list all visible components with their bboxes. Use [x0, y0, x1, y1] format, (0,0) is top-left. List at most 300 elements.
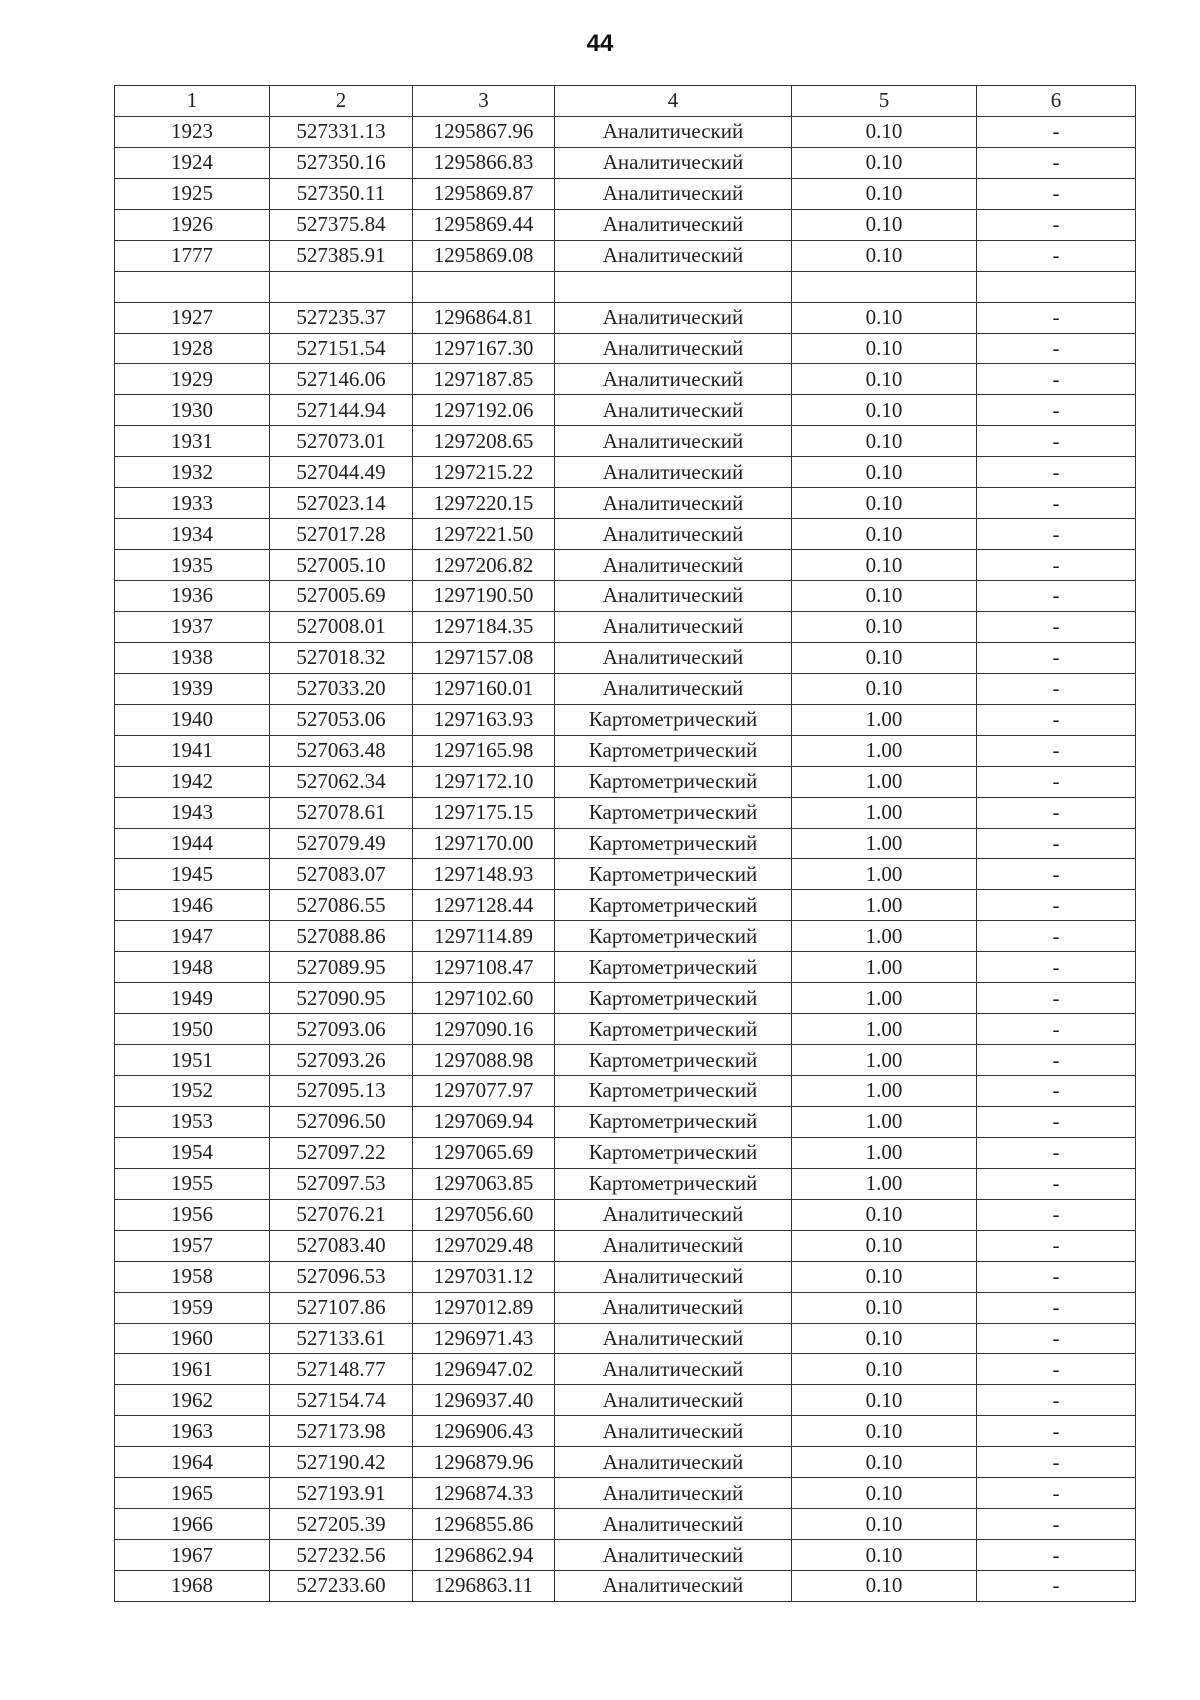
method-cell: Аналитический	[555, 1416, 792, 1447]
y-coordinate-cell: 1296906.43	[413, 1416, 555, 1447]
method-cell: Аналитический	[555, 1571, 792, 1602]
x-coordinate-cell: 527008.01	[270, 611, 413, 642]
method-cell: Аналитический	[555, 302, 792, 333]
note-cell: -	[977, 1509, 1136, 1540]
method-cell: Аналитический	[555, 395, 792, 426]
y-coordinate-cell: 1295869.08	[413, 240, 555, 271]
table-row	[115, 457, 1136, 488]
accuracy-cell	[792, 271, 977, 302]
x-coordinate-cell: 527233.60	[270, 1571, 413, 1602]
note-cell: -	[977, 1199, 1136, 1230]
note-cell: -	[977, 952, 1136, 983]
table-row	[115, 395, 1136, 426]
x-coordinate-cell: 527005.10	[270, 550, 413, 581]
table-row	[115, 859, 1136, 890]
accuracy-cell: 0.10	[792, 457, 977, 488]
x-coordinate-cell: 527083.07	[270, 859, 413, 890]
point-number-cell: 1953	[115, 1106, 270, 1137]
table-row	[115, 116, 1136, 147]
x-coordinate-cell: 527076.21	[270, 1199, 413, 1230]
note-cell: -	[977, 890, 1136, 921]
y-coordinate-cell: 1297012.89	[413, 1292, 555, 1323]
table-row	[115, 1168, 1136, 1199]
table-row	[115, 550, 1136, 581]
y-coordinate-cell: 1297165.98	[413, 735, 555, 766]
accuracy-cell: 0.10	[792, 1540, 977, 1571]
point-number-cell: 1948	[115, 952, 270, 983]
method-cell: Аналитический	[555, 1199, 792, 1230]
point-number-cell: 1961	[115, 1354, 270, 1385]
table-row	[115, 178, 1136, 209]
note-cell: -	[977, 519, 1136, 550]
point-number-cell: 1933	[115, 488, 270, 519]
point-number-cell: 1950	[115, 1014, 270, 1045]
note-cell: -	[977, 581, 1136, 612]
table-row	[115, 952, 1136, 983]
x-coordinate-cell: 527151.54	[270, 333, 413, 364]
accuracy-cell: 0.10	[792, 1509, 977, 1540]
table-row	[115, 704, 1136, 735]
note-cell: -	[977, 395, 1136, 426]
method-cell: Картометрический	[555, 1137, 792, 1168]
y-coordinate-cell: 1297108.47	[413, 952, 555, 983]
y-coordinate-cell: 1296879.96	[413, 1447, 555, 1478]
accuracy-cell: 0.10	[792, 1447, 977, 1478]
point-number-cell: 1928	[115, 333, 270, 364]
y-coordinate-cell: 1297088.98	[413, 1045, 555, 1076]
y-coordinate-cell: 1297221.50	[413, 519, 555, 550]
method-cell: Аналитический	[555, 1509, 792, 1540]
note-cell: -	[977, 1478, 1136, 1509]
note-cell: -	[977, 1014, 1136, 1045]
x-coordinate-cell: 527044.49	[270, 457, 413, 488]
x-coordinate-cell: 527079.49	[270, 828, 413, 859]
table-row	[115, 364, 1136, 395]
table-row	[115, 1045, 1136, 1076]
note-cell: -	[977, 859, 1136, 890]
accuracy-cell: 1.00	[792, 1106, 977, 1137]
y-coordinate-cell: 1297114.89	[413, 921, 555, 952]
note-cell: -	[977, 1106, 1136, 1137]
x-coordinate-cell: 527023.14	[270, 488, 413, 519]
table-row	[115, 209, 1136, 240]
accuracy-cell: 0.10	[792, 1261, 977, 1292]
y-coordinate-cell: 1297172.10	[413, 766, 555, 797]
method-cell: Аналитический	[555, 550, 792, 581]
point-number-cell: 1926	[115, 209, 270, 240]
point-number-cell: 1936	[115, 581, 270, 612]
table-row	[115, 1137, 1136, 1168]
y-coordinate-cell: 1295867.96	[413, 116, 555, 147]
accuracy-cell: 0.10	[792, 1199, 977, 1230]
point-number-cell: 1945	[115, 859, 270, 890]
x-coordinate-cell: 527033.20	[270, 673, 413, 704]
accuracy-cell: 1.00	[792, 890, 977, 921]
accuracy-cell: 0.10	[792, 550, 977, 581]
point-number-cell: 1952	[115, 1076, 270, 1107]
point-number-cell: 1935	[115, 550, 270, 581]
x-coordinate-cell: 527063.48	[270, 735, 413, 766]
y-coordinate-cell: 1297170.00	[413, 828, 555, 859]
table-row	[115, 240, 1136, 271]
point-number-cell: 1960	[115, 1323, 270, 1354]
accuracy-cell: 0.10	[792, 1416, 977, 1447]
point-number-cell: 1964	[115, 1447, 270, 1478]
coordinates-table	[114, 85, 1136, 1602]
note-cell: -	[977, 611, 1136, 642]
table-row	[115, 983, 1136, 1014]
x-coordinate-cell: 527331.13	[270, 116, 413, 147]
table-row	[115, 1416, 1136, 1447]
y-coordinate-cell: 1297090.16	[413, 1014, 555, 1045]
method-cell: Картометрический	[555, 704, 792, 735]
table-row	[115, 333, 1136, 364]
point-number-cell: 1956	[115, 1199, 270, 1230]
x-coordinate-cell: 527385.91	[270, 240, 413, 271]
accuracy-cell: 0.10	[792, 178, 977, 209]
y-coordinate-cell: 1297065.69	[413, 1137, 555, 1168]
y-coordinate-cell: 1297167.30	[413, 333, 555, 364]
x-coordinate-cell: 527235.37	[270, 302, 413, 333]
table-row	[115, 828, 1136, 859]
point-number-cell: 1937	[115, 611, 270, 642]
x-coordinate-cell: 527350.16	[270, 147, 413, 178]
point-number-cell: 1955	[115, 1168, 270, 1199]
table-row	[115, 766, 1136, 797]
y-coordinate-cell: 1297187.85	[413, 364, 555, 395]
table-row	[115, 642, 1136, 673]
accuracy-cell: 1.00	[792, 1137, 977, 1168]
x-coordinate-cell: 527133.61	[270, 1323, 413, 1354]
method-cell: Аналитический	[555, 116, 792, 147]
x-coordinate-cell: 527062.34	[270, 766, 413, 797]
table-row	[115, 1385, 1136, 1416]
point-number-cell: 1944	[115, 828, 270, 859]
point-number-cell: 1932	[115, 457, 270, 488]
note-cell: -	[977, 178, 1136, 209]
y-coordinate-cell: 1295869.44	[413, 209, 555, 240]
y-coordinate-cell: 1296855.86	[413, 1509, 555, 1540]
x-coordinate-cell: 527154.74	[270, 1385, 413, 1416]
point-number-cell: 1946	[115, 890, 270, 921]
method-cell: Картометрический	[555, 983, 792, 1014]
method-cell: Аналитический	[555, 1261, 792, 1292]
method-cell: Аналитический	[555, 1354, 792, 1385]
x-coordinate-cell: 527017.28	[270, 519, 413, 550]
accuracy-cell: 0.10	[792, 1323, 977, 1354]
note-cell: -	[977, 828, 1136, 859]
table-row	[115, 1230, 1136, 1261]
column-header: 5	[792, 86, 977, 117]
table-row	[115, 611, 1136, 642]
method-cell: Аналитический	[555, 581, 792, 612]
accuracy-cell: 0.10	[792, 147, 977, 178]
accuracy-cell: 0.10	[792, 333, 977, 364]
accuracy-cell: 0.10	[792, 426, 977, 457]
note-cell: -	[977, 550, 1136, 581]
point-number-cell: 1938	[115, 642, 270, 673]
y-coordinate-cell: 1296863.11	[413, 1571, 555, 1602]
method-cell: Аналитический	[555, 642, 792, 673]
y-coordinate-cell: 1297029.48	[413, 1230, 555, 1261]
point-number-cell: 1930	[115, 395, 270, 426]
x-coordinate-cell: 527005.69	[270, 581, 413, 612]
accuracy-cell: 1.00	[792, 859, 977, 890]
y-coordinate-cell: 1296971.43	[413, 1323, 555, 1354]
accuracy-cell: 0.10	[792, 116, 977, 147]
x-coordinate-cell: 527173.98	[270, 1416, 413, 1447]
method-cell: Аналитический	[555, 147, 792, 178]
accuracy-cell: 0.10	[792, 209, 977, 240]
accuracy-cell: 0.10	[792, 364, 977, 395]
method-cell: Аналитический	[555, 1385, 792, 1416]
point-number-cell: 1777	[115, 240, 270, 271]
point-number-cell: 1962	[115, 1385, 270, 1416]
table-row	[115, 1478, 1136, 1509]
page-number: 44	[586, 30, 614, 57]
table-row	[115, 519, 1136, 550]
y-coordinate-cell: 1295866.83	[413, 147, 555, 178]
table-row	[115, 1571, 1136, 1602]
note-cell: -	[977, 797, 1136, 828]
point-number-cell: 1949	[115, 983, 270, 1014]
x-coordinate-cell: 527093.26	[270, 1045, 413, 1076]
y-coordinate-cell: 1297102.60	[413, 983, 555, 1014]
point-number-cell: 1963	[115, 1416, 270, 1447]
accuracy-cell: 1.00	[792, 983, 977, 1014]
x-coordinate-cell: 527190.42	[270, 1447, 413, 1478]
table-row	[115, 1447, 1136, 1478]
accuracy-cell: 0.10	[792, 302, 977, 333]
table-row	[115, 735, 1136, 766]
method-cell: Аналитический	[555, 333, 792, 364]
accuracy-cell: 1.00	[792, 797, 977, 828]
table-row	[115, 271, 1136, 302]
x-coordinate-cell: 527350.11	[270, 178, 413, 209]
x-coordinate-cell: 527097.53	[270, 1168, 413, 1199]
accuracy-cell: 0.10	[792, 1230, 977, 1261]
x-coordinate-cell: 527232.56	[270, 1540, 413, 1571]
point-number-cell: 1966	[115, 1509, 270, 1540]
method-cell: Аналитический	[555, 1478, 792, 1509]
table-row	[115, 1199, 1136, 1230]
accuracy-cell: 0.10	[792, 581, 977, 612]
column-header: 4	[555, 86, 792, 117]
accuracy-cell: 0.10	[792, 1292, 977, 1323]
method-cell: Аналитический	[555, 611, 792, 642]
table-row	[115, 1106, 1136, 1137]
x-coordinate-cell: 527073.01	[270, 426, 413, 457]
note-cell: -	[977, 1045, 1136, 1076]
x-coordinate-cell: 527144.94	[270, 395, 413, 426]
table-row	[115, 581, 1136, 612]
y-coordinate-cell: 1297190.50	[413, 581, 555, 612]
table-row	[115, 890, 1136, 921]
table-row	[115, 673, 1136, 704]
x-coordinate-cell: 527018.32	[270, 642, 413, 673]
method-cell: Картометрический	[555, 1076, 792, 1107]
note-cell: -	[977, 426, 1136, 457]
y-coordinate-cell: 1297069.94	[413, 1106, 555, 1137]
accuracy-cell: 0.10	[792, 1571, 977, 1602]
y-coordinate-cell: 1297148.93	[413, 859, 555, 890]
table-row	[115, 797, 1136, 828]
point-number-cell: 1925	[115, 178, 270, 209]
x-coordinate-cell: 527089.95	[270, 952, 413, 983]
y-coordinate-cell: 1297160.01	[413, 673, 555, 704]
table-row	[115, 1354, 1136, 1385]
y-coordinate-cell: 1297077.97	[413, 1076, 555, 1107]
point-number-cell: 1943	[115, 797, 270, 828]
y-coordinate-cell: 1297163.93	[413, 704, 555, 735]
x-coordinate-cell: 527083.40	[270, 1230, 413, 1261]
y-coordinate-cell: 1295869.87	[413, 178, 555, 209]
point-number-cell: 1924	[115, 147, 270, 178]
accuracy-cell: 1.00	[792, 1076, 977, 1107]
method-cell: Аналитический	[555, 209, 792, 240]
accuracy-cell: 0.10	[792, 1478, 977, 1509]
accuracy-cell: 0.10	[792, 395, 977, 426]
column-header: 3	[413, 86, 555, 117]
note-cell: -	[977, 1571, 1136, 1602]
method-cell: Аналитический	[555, 178, 792, 209]
table-row	[115, 147, 1136, 178]
column-header: 2	[270, 86, 413, 117]
y-coordinate-cell: 1297220.15	[413, 488, 555, 519]
accuracy-cell: 1.00	[792, 704, 977, 735]
note-cell: -	[977, 1354, 1136, 1385]
point-number-cell	[115, 271, 270, 302]
column-header: 6	[977, 86, 1136, 117]
point-number-cell: 1941	[115, 735, 270, 766]
table-row	[115, 488, 1136, 519]
accuracy-cell: 0.10	[792, 1354, 977, 1385]
note-cell: -	[977, 921, 1136, 952]
x-coordinate-cell: 527107.86	[270, 1292, 413, 1323]
y-coordinate-cell: 1297063.85	[413, 1168, 555, 1199]
note-cell: -	[977, 1385, 1136, 1416]
note-cell: -	[977, 1323, 1136, 1354]
accuracy-cell: 1.00	[792, 1014, 977, 1045]
point-number-cell: 1927	[115, 302, 270, 333]
note-cell: -	[977, 766, 1136, 797]
x-coordinate-cell: 527095.13	[270, 1076, 413, 1107]
note-cell	[977, 271, 1136, 302]
x-coordinate-cell: 527086.55	[270, 890, 413, 921]
table-row	[115, 1323, 1136, 1354]
table-row	[115, 921, 1136, 952]
note-cell: -	[977, 642, 1136, 673]
y-coordinate-cell	[413, 271, 555, 302]
method-cell: Картометрический	[555, 890, 792, 921]
table-row	[115, 1076, 1136, 1107]
column-header: 1	[115, 86, 270, 117]
point-number-cell: 1951	[115, 1045, 270, 1076]
accuracy-cell: 1.00	[792, 1045, 977, 1076]
y-coordinate-cell: 1296947.02	[413, 1354, 555, 1385]
note-cell: -	[977, 1076, 1136, 1107]
point-number-cell: 1954	[115, 1137, 270, 1168]
method-cell: Картометрический	[555, 1045, 792, 1076]
point-number-cell: 1947	[115, 921, 270, 952]
point-number-cell: 1965	[115, 1478, 270, 1509]
y-coordinate-cell: 1297056.60	[413, 1199, 555, 1230]
method-cell: Картометрический	[555, 797, 792, 828]
table-body	[115, 116, 1136, 1601]
note-cell: -	[977, 116, 1136, 147]
x-coordinate-cell: 527093.06	[270, 1014, 413, 1045]
method-cell: Аналитический	[555, 1540, 792, 1571]
accuracy-cell: 0.10	[792, 488, 977, 519]
y-coordinate-cell: 1296874.33	[413, 1478, 555, 1509]
note-cell: -	[977, 704, 1136, 735]
x-coordinate-cell: 527088.86	[270, 921, 413, 952]
note-cell: -	[977, 673, 1136, 704]
note-cell: -	[977, 1168, 1136, 1199]
point-number-cell: 1931	[115, 426, 270, 457]
point-number-cell: 1923	[115, 116, 270, 147]
note-cell: -	[977, 1230, 1136, 1261]
accuracy-cell: 1.00	[792, 828, 977, 859]
x-coordinate-cell: 527053.06	[270, 704, 413, 735]
note-cell: -	[977, 302, 1136, 333]
method-cell: Аналитический	[555, 488, 792, 519]
table-row	[115, 1509, 1136, 1540]
point-number-cell: 1934	[115, 519, 270, 550]
accuracy-cell: 0.10	[792, 1385, 977, 1416]
method-cell: Картометрический	[555, 766, 792, 797]
x-coordinate-cell: 527193.91	[270, 1478, 413, 1509]
accuracy-cell: 1.00	[792, 1168, 977, 1199]
point-number-cell: 1929	[115, 364, 270, 395]
y-coordinate-cell: 1297175.15	[413, 797, 555, 828]
note-cell: -	[977, 364, 1136, 395]
method-cell: Аналитический	[555, 519, 792, 550]
method-cell	[555, 271, 792, 302]
y-coordinate-cell: 1297208.65	[413, 426, 555, 457]
point-number-cell: 1939	[115, 673, 270, 704]
x-coordinate-cell: 527205.39	[270, 1509, 413, 1540]
y-coordinate-cell: 1297128.44	[413, 890, 555, 921]
note-cell: -	[977, 240, 1136, 271]
note-cell: -	[977, 1447, 1136, 1478]
table-row	[115, 1292, 1136, 1323]
note-cell: -	[977, 209, 1136, 240]
method-cell: Аналитический	[555, 364, 792, 395]
point-number-cell: 1958	[115, 1261, 270, 1292]
y-coordinate-cell: 1297192.06	[413, 395, 555, 426]
method-cell: Аналитический	[555, 457, 792, 488]
y-coordinate-cell: 1297157.08	[413, 642, 555, 673]
accuracy-cell: 1.00	[792, 921, 977, 952]
method-cell: Аналитический	[555, 426, 792, 457]
accuracy-cell: 0.10	[792, 673, 977, 704]
table-row	[115, 1261, 1136, 1292]
method-cell: Картометрический	[555, 828, 792, 859]
table-row	[115, 426, 1136, 457]
y-coordinate-cell: 1296937.40	[413, 1385, 555, 1416]
accuracy-cell: 1.00	[792, 735, 977, 766]
note-cell: -	[977, 488, 1136, 519]
y-coordinate-cell: 1296862.94	[413, 1540, 555, 1571]
y-coordinate-cell: 1297215.22	[413, 457, 555, 488]
table-row	[115, 302, 1136, 333]
note-cell: -	[977, 1261, 1136, 1292]
table-row	[115, 1014, 1136, 1045]
x-coordinate-cell: 527148.77	[270, 1354, 413, 1385]
x-coordinate-cell: 527375.84	[270, 209, 413, 240]
point-number-cell: 1942	[115, 766, 270, 797]
